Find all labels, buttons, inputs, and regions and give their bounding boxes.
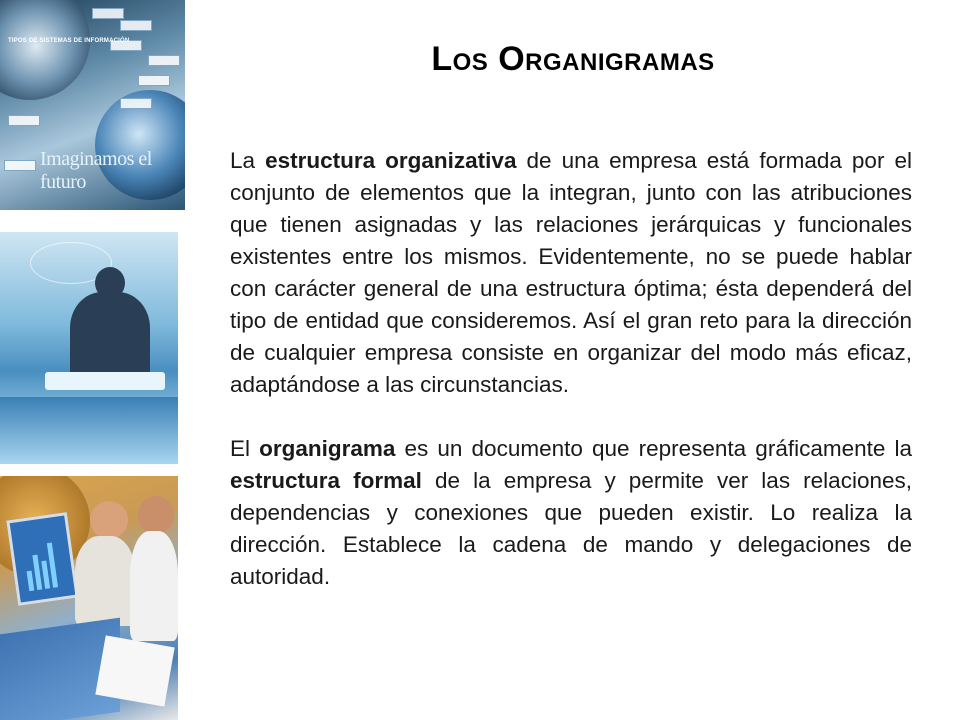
slide-body (230, 145, 912, 625)
slide-title: Los Organigramas (431, 40, 715, 78)
text-span: El (230, 436, 260, 461)
image-brand-text: Imaginamos el futuro (40, 148, 152, 193)
floor-reflection (0, 397, 178, 464)
bold-term: estructura formal (230, 468, 422, 493)
table-surface (45, 372, 165, 390)
text-span: de una empresa está formada por el conjunto de elementos que la integran, junto con las atribuciones que tienen asignadas y las relaciones jerárquicas y funcionales existentes entre los mismos. Evidentemente, no se puede hablar con carácter general de una estructura óptima; ésta dependerá del tipo de entidad que consideremos. Así el gran reto para la dirección de cualquier empresa consiste en organizar del modo más eficaz, adaptándose a las circunstancias. (230, 148, 912, 397)
bold-term: organigrama (259, 436, 396, 461)
bold-term: estructura organizativa (265, 148, 517, 173)
sidebar-images (0, 0, 185, 720)
diagram-node (92, 8, 124, 19)
information-systems-image (0, 0, 185, 210)
image-heading: TIPOS DE SISTEMAS DE INFORMACIÓN (8, 38, 130, 44)
man-head (138, 496, 174, 534)
man-body (130, 531, 178, 641)
person-body (70, 292, 150, 382)
monitor-screen (6, 512, 78, 606)
paper-document (95, 635, 174, 706)
text-span: de la empresa y permite ver las relaciones, dependencias y conexiones que pueden existir. Lo realiza la dirección. Establece la cadena de mando y delegaciones de autoridad. (230, 468, 912, 589)
text-span: La (230, 148, 266, 173)
business-team-image (0, 476, 178, 720)
diagram-node (8, 115, 40, 126)
eye-graphic (0, 0, 90, 100)
businessman-image (0, 232, 178, 464)
diagram-node (138, 75, 170, 86)
paragraph-organigram (230, 433, 912, 593)
woman-body (75, 536, 135, 626)
woman-head (90, 501, 128, 539)
diagram-node (120, 20, 152, 31)
text-span: es un documento que representa gráficamente la (395, 436, 912, 461)
diagram-node (4, 160, 36, 171)
diagram-node (148, 55, 180, 66)
diagram-node (120, 98, 152, 109)
paragraph-structure (230, 145, 912, 401)
